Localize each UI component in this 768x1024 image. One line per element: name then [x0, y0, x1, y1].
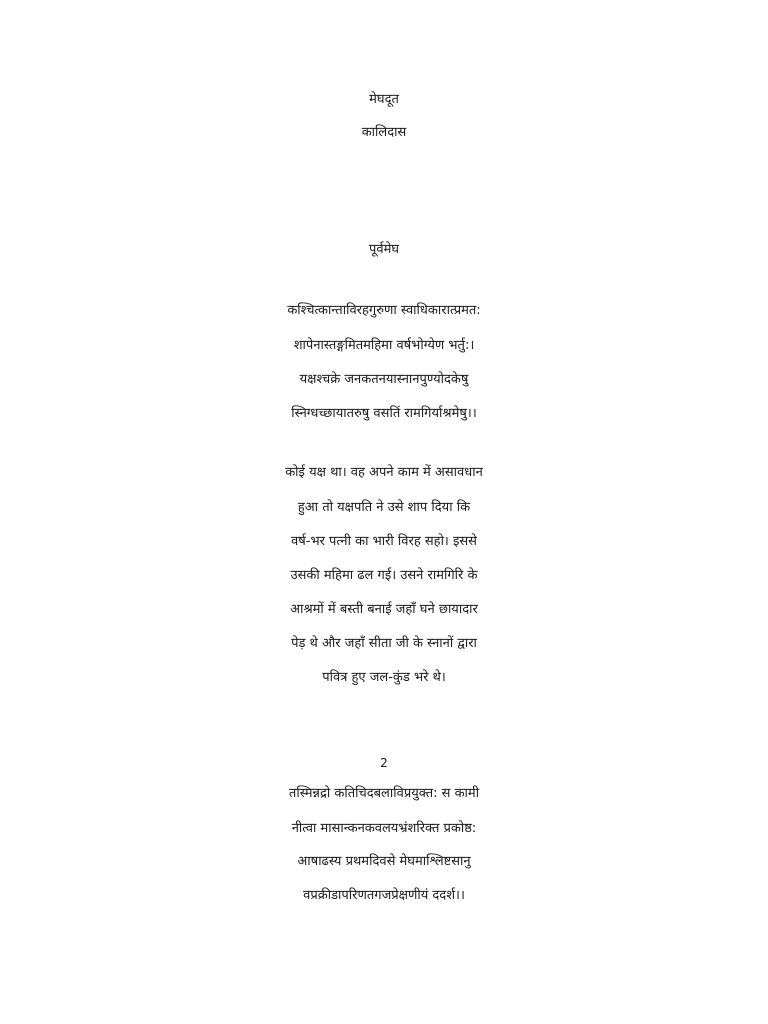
translation-line: वर्ष-भर पत्नी का भारी विरह सहो। इससे	[291, 534, 477, 549]
verse-2-line: वप्रक्रीडापरिणतगजप्रेक्षणीयं ददर्श।।	[303, 888, 465, 903]
verse-number: 2	[380, 756, 388, 770]
document-title: मेघदूत	[369, 92, 399, 107]
translation-line: आश्रमों में बस्ती बनाई जहाँ घने छायादार	[290, 602, 478, 617]
author-name: कालिदास	[361, 125, 407, 140]
verse-2-line: तस्मिन्नद्रो कतिचिदबलाविप्रयुक्त: स कामी	[288, 786, 480, 801]
translation-line: उसकी महिमा ढल गई। उसने रामगिरि के	[290, 568, 478, 583]
section-heading: पूर्वमेघ	[368, 242, 400, 257]
verse-1-line: शापेनास्तङ्गमितमहिमा वर्षभोग्येण भर्तु:।	[293, 338, 475, 353]
verse-1-line: यक्षश्चक्रे जनकतनयास्नानपुण्योदकेषु	[299, 372, 469, 387]
verse-1-line: कश्चित्कान्ताविरहगुरुणा स्वाधिकारात्प्रमत:	[287, 303, 481, 318]
verse-1-line: स्निग्धच्छायातरुषु वसतिं रामगिर्याश्रमेषु।।	[291, 406, 477, 421]
verse-2-line: आषाढस्य प्रथमदिवसे मेघमाश्लिष्टसानु	[297, 854, 471, 869]
translation-line: पेड़ थे और जहाँ सीता जी के स्नानों द्वारा	[291, 636, 477, 651]
translation-line: हुआ तो यक्षपति ने उसे शाप दिया कि	[297, 500, 471, 515]
translation-line: कोई यक्ष था। वह अपने काम में असावधान	[285, 465, 483, 480]
verse-2-line: नीत्वा मासान्कनकवलयभ्रंशरिक्त प्रकोष्ठ:	[291, 821, 477, 836]
translation-line: पवित्र हुए जल-कुंड भरे थे।	[322, 670, 446, 685]
